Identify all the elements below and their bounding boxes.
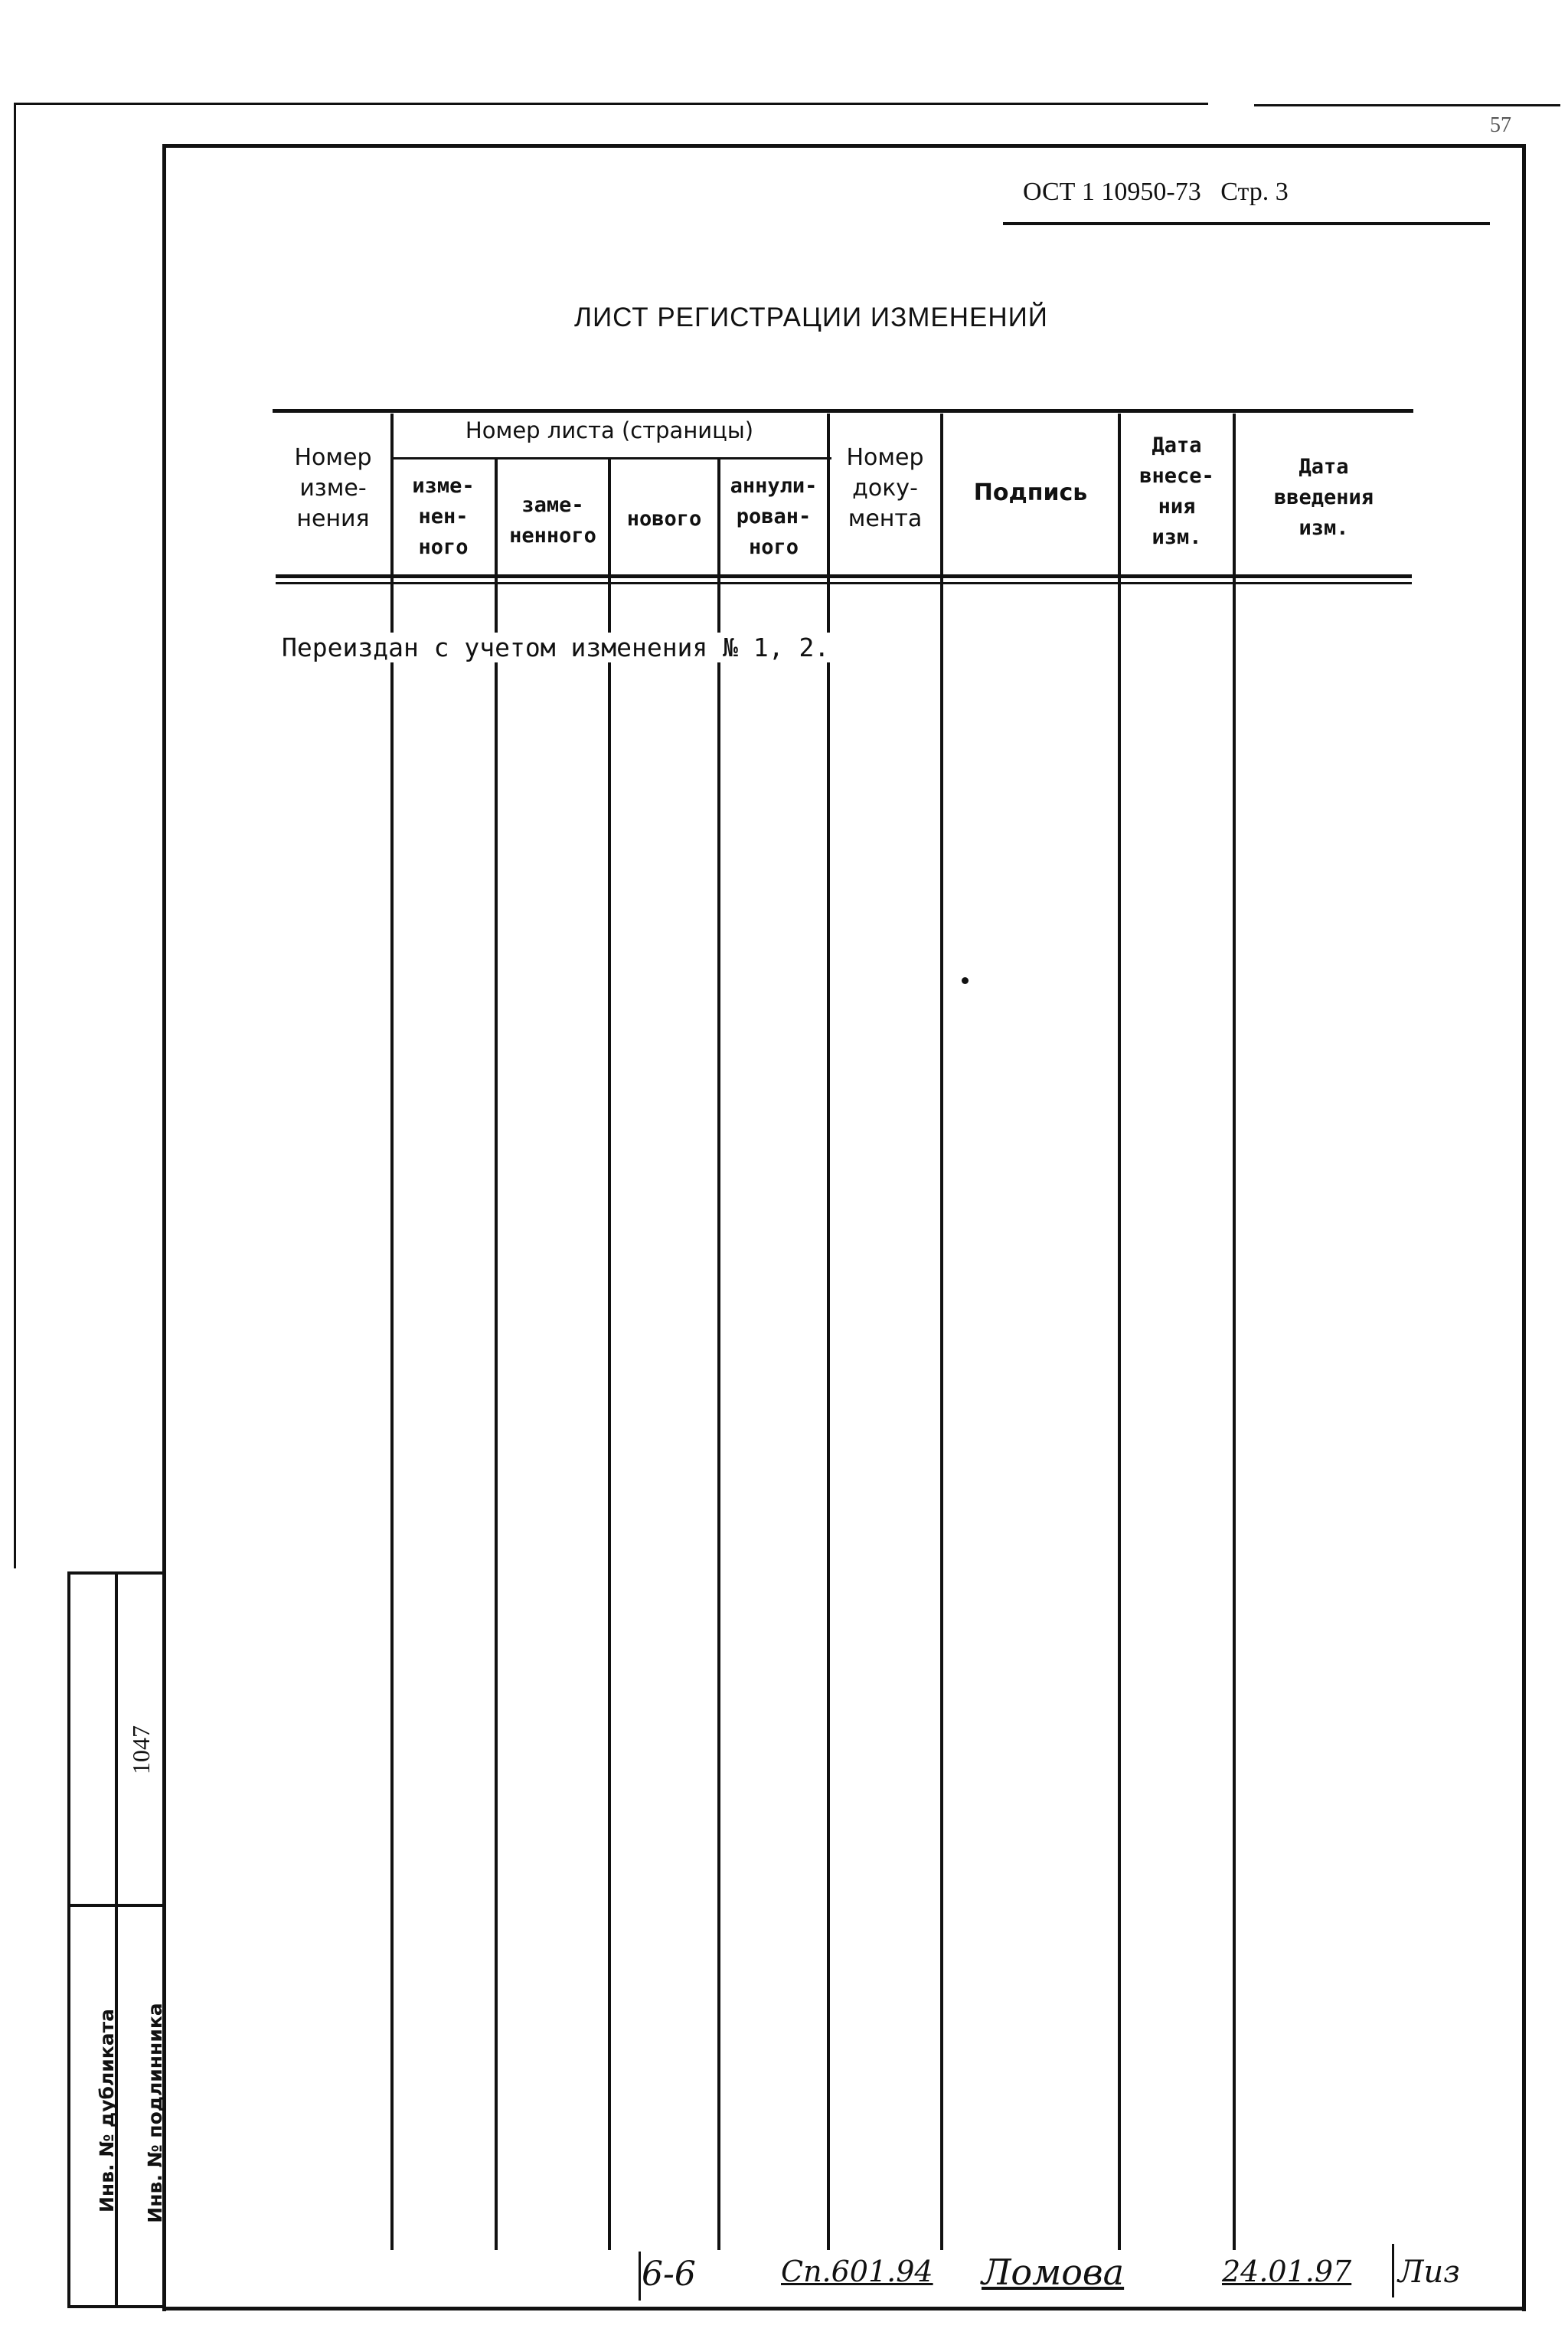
hw-date: 24.01.97 (1222, 2255, 1352, 2288)
stamp-orig-label: Инв. № подлинника (144, 2003, 166, 2223)
col-header-effective-date: Дата введения изм. (1273, 455, 1374, 540)
col-divider-5 (827, 414, 830, 2250)
page-number: 57 (1490, 113, 1511, 137)
col-header-new: нового (626, 507, 702, 531)
table-header-second-rule (276, 582, 1412, 584)
stamp-left (67, 1571, 70, 2308)
inner-frame-left (162, 144, 166, 2311)
stamp-orig-number: 1047 (127, 1725, 155, 1774)
group-header-sheet-number: Номер листа (страницы) (465, 417, 754, 443)
col-header-document-number: Номер доку- мента (846, 444, 924, 532)
hw-doc-number: Сп.601.94 (781, 2255, 933, 2288)
col-divider-6 (940, 414, 943, 2250)
outer-frame-left (14, 103, 16, 1568)
reissue-note: Переиздан с учетом изменения № 1, 2. (282, 633, 832, 662)
standard-designation (1023, 178, 1289, 207)
col-divider-1 (390, 414, 394, 2250)
hw-initials: Лиз (1398, 2255, 1460, 2290)
inner-frame-bottom (162, 2307, 1525, 2310)
hw-signature: Ломова (982, 2252, 1125, 2293)
col-header-annulled: аннули- рован- ного (730, 474, 818, 559)
group-header-rule (392, 457, 831, 459)
col-divider-2 (495, 459, 498, 2250)
col-divider-3 (608, 459, 611, 2250)
col-header-change-number: Номер изме- нения (294, 444, 372, 532)
table-header-bottom-rule (276, 574, 1412, 578)
col-divider-7 (1118, 414, 1121, 2250)
inner-frame-top (162, 144, 1525, 148)
outer-frame-top-right (1254, 104, 1560, 106)
standard-code: ОСТ 1 10950-73 (1023, 178, 1201, 206)
hw-tick-1 (639, 2252, 641, 2301)
inner-frame-right (1522, 144, 1526, 2311)
header-underline (1003, 222, 1490, 225)
col-header-replaced: заме- ненного (509, 493, 596, 548)
outer-frame-top-left (14, 103, 1208, 105)
table-top-rule (273, 409, 1413, 413)
col-header-signature: Подпись (973, 479, 1088, 506)
stray-dot (962, 977, 969, 984)
stamp-dup-label: Инв. № дубликата (96, 2009, 118, 2212)
col-header-changed: изме- нен- ного (412, 474, 475, 559)
page-label: Стр. 3 (1220, 178, 1289, 206)
page-title: ЛИСТ РЕГИСТРАЦИИ ИЗМЕНЕНИЙ (574, 303, 1048, 332)
col-header-entry-date: Дата внесе- ния изм. (1139, 433, 1214, 549)
col-divider-8 (1233, 414, 1236, 2250)
hw-sheet: 6-6 (642, 2255, 696, 2294)
hw-tick-2 (1392, 2244, 1394, 2297)
col-divider-4 (717, 459, 720, 2250)
